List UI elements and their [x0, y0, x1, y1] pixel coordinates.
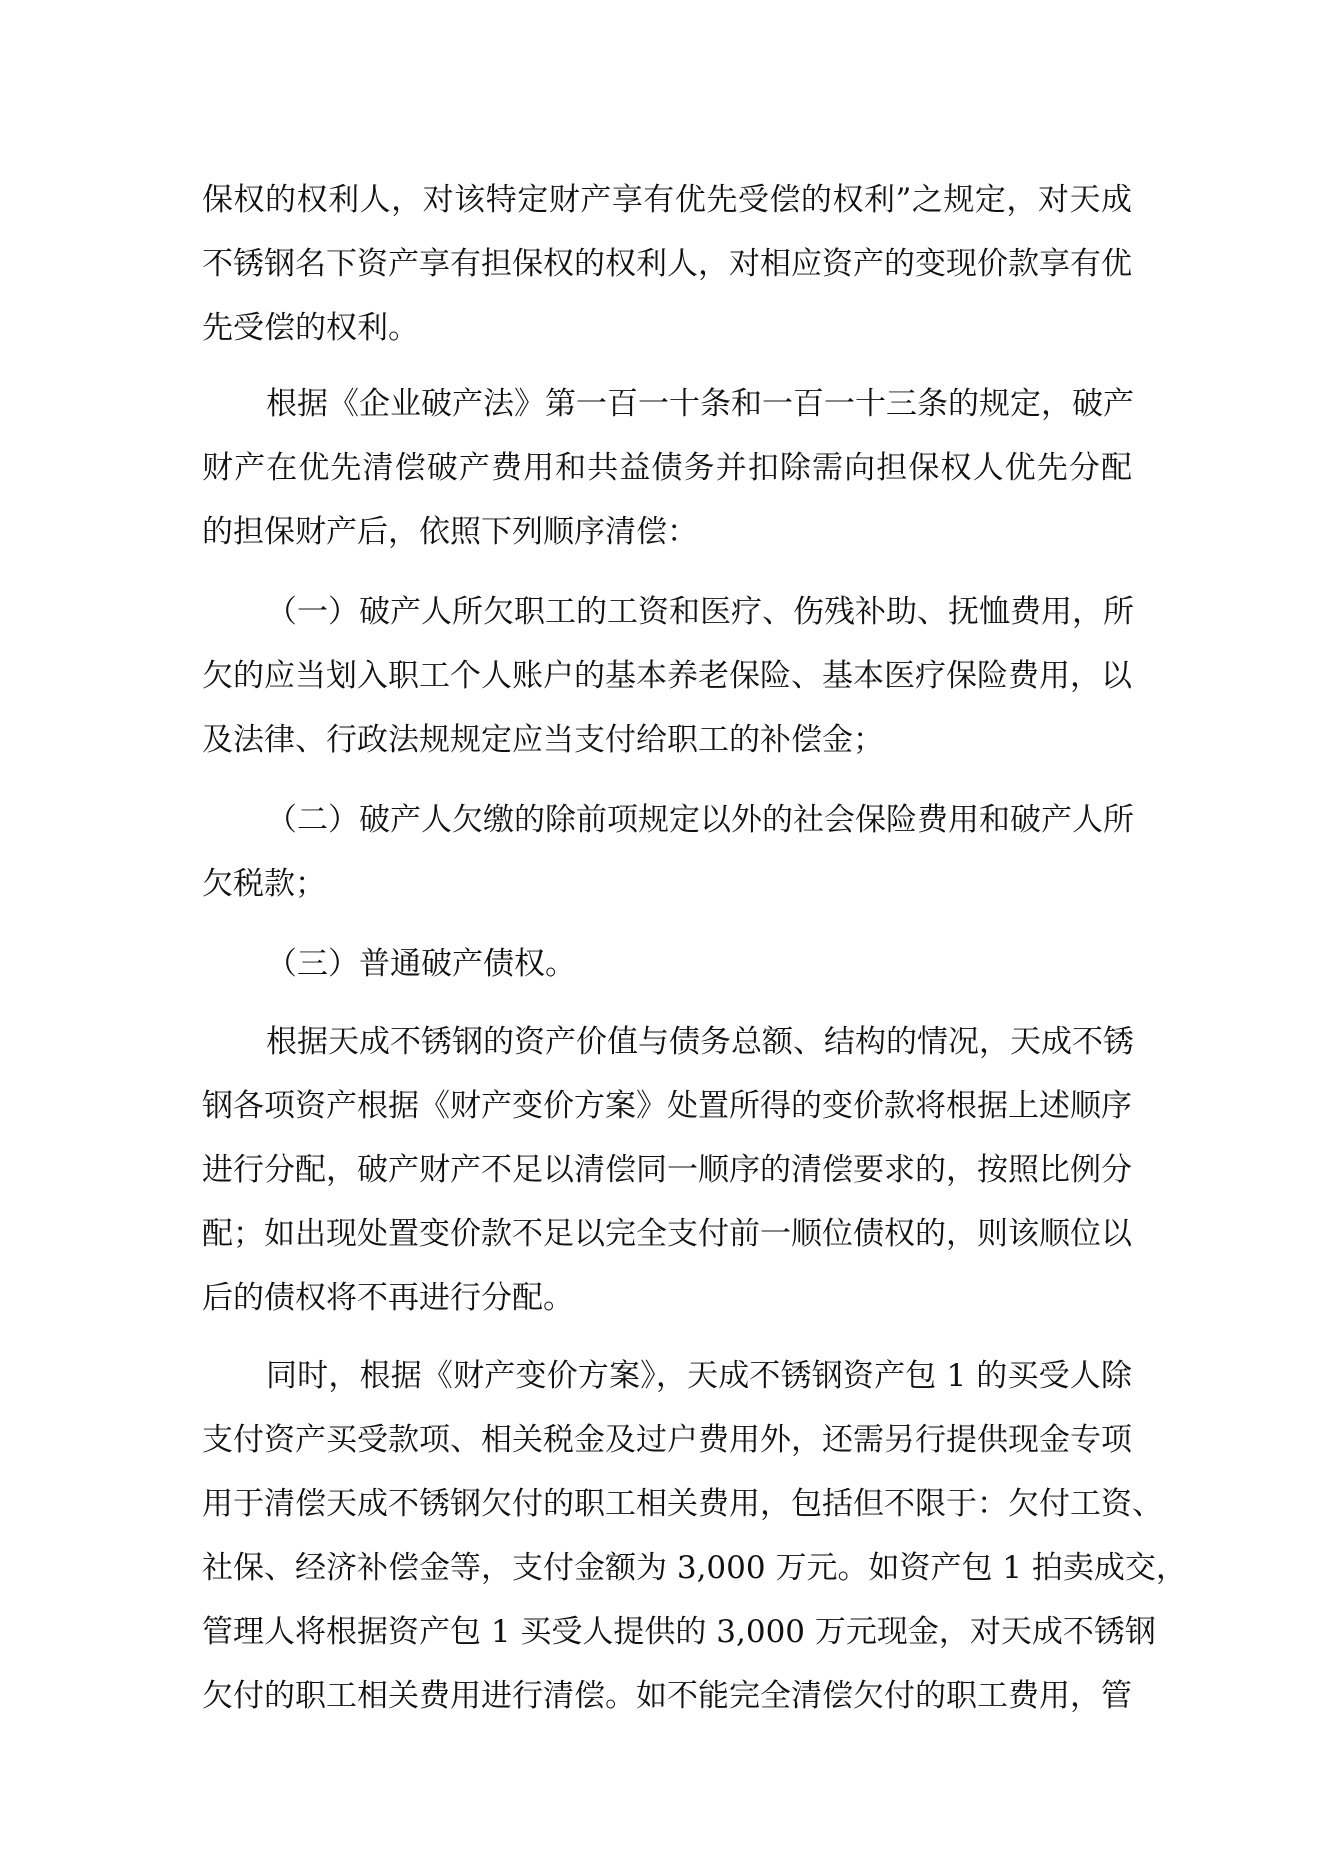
text-line: （二）破产人欠缴的除前项规定以外的社会保险费用和破产人所	[266, 802, 1134, 838]
text-line: 根据《企业破产法》第一百一十条和一百一十三条的规定，破产	[266, 386, 1134, 422]
text-line: 钢各项资产根据《财产变价方案》处置所得的变价款将根据上述顺序	[202, 1088, 1132, 1124]
text-line: 的担保财产后，依照下列顺序清偿：	[202, 514, 698, 550]
text-line: 保权的权利人，对该特定财产享有优先受偿的权利”之规定，对天成	[202, 182, 1132, 218]
text-line: 社保、经济补偿金等，支付金额为 3,000 万元。如资产包 1 拍卖成交，	[202, 1550, 1187, 1586]
text-line: 后的债权将不再进行分配。	[202, 1280, 574, 1316]
text-line: 支付资产买受款项、相关税金及过户费用外，还需另行提供现金专项	[202, 1422, 1132, 1458]
text-line: （三）普通破产债权。	[266, 946, 576, 982]
text-line: 管理人将根据资产包 1 买受人提供的 3,000 万元现金，对天成不锈钢	[202, 1614, 1156, 1650]
text-line: 先受偿的权利。	[202, 310, 419, 346]
text-line: 进行分配，破产财产不足以清偿同一顺序的清偿要求的，按照比例分	[202, 1152, 1132, 1188]
text-line: 不锈钢名下资产享有担保权的权利人，对相应资产的变现价款享有优	[202, 246, 1132, 282]
text-line: 用于清偿天成不锈钢欠付的职工相关费用，包括但不限于：欠付工资、	[202, 1486, 1163, 1522]
text-line: 及法律、行政法规规定应当支付给职工的补偿金；	[202, 722, 884, 758]
text-line: 同时，根据《财产变价方案》，天成不锈钢资产包 1 的买受人除	[266, 1358, 1132, 1394]
text-line: 欠的应当划入职工个人账户的基本养老保险、基本医疗保险费用，以	[202, 658, 1132, 694]
text-line: 欠付的职工相关费用进行清偿。如不能完全清偿欠付的职工费用，管	[202, 1678, 1132, 1714]
text-line: 财产在优先清偿破产费用和共益债务并扣除需向担保权人优先分配	[202, 450, 1132, 486]
text-line: 欠税款；	[202, 866, 326, 902]
text-line: 根据天成不锈钢的资产价值与债务总额、结构的情况，天成不锈	[266, 1024, 1134, 1060]
text-line: 配；如出现处置变价款不足以完全支付前一顺位债权的，则该顺位以	[202, 1216, 1132, 1252]
text-line: （一）破产人所欠职工的工资和医疗、伤残补助、抚恤费用，所	[266, 594, 1134, 630]
